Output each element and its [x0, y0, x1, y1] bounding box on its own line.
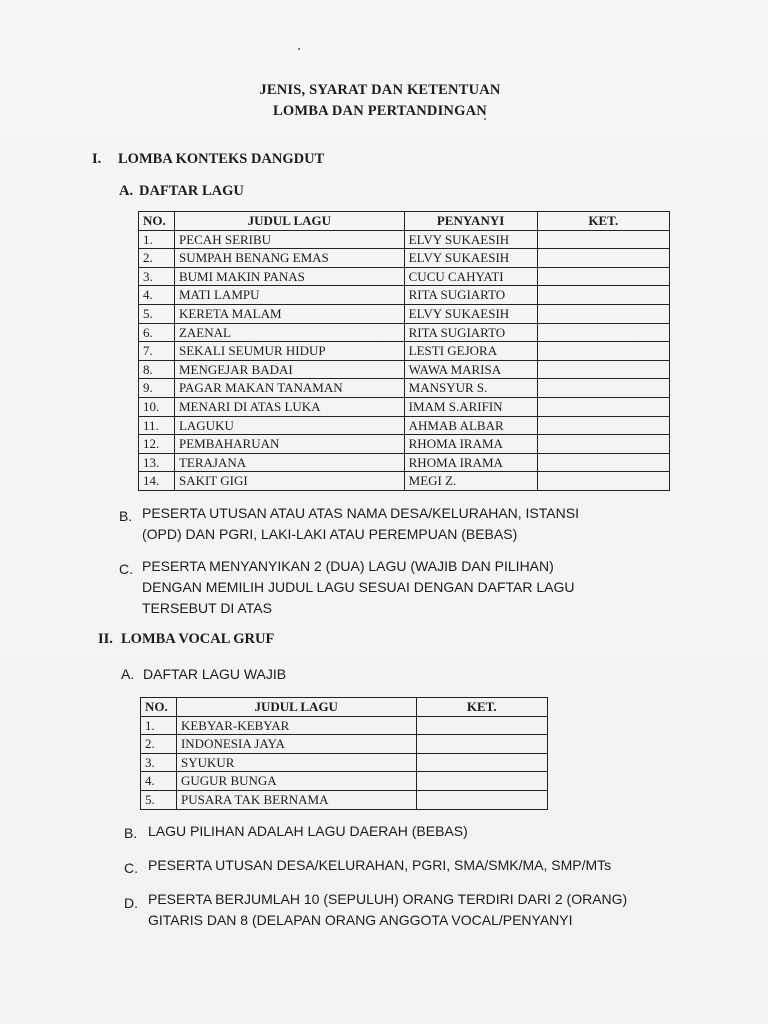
remark-cell: [537, 416, 670, 435]
table-row: [139, 304, 670, 323]
remark-cell: [416, 772, 548, 791]
section-1-numeral: I.: [92, 151, 102, 167]
song-title-cell: MENGEJAR BADAI: [174, 360, 404, 379]
section-2-d-line-1: PESERTA BERJUMLAH 10 (SEPULUH) ORANG TERDIRI DARI 2 (ORANG): [148, 891, 628, 907]
table-row: [139, 230, 670, 249]
row-number-cell: 11.: [139, 416, 175, 435]
song-title-cell: TERAJANA: [174, 453, 404, 472]
remark-cell: [537, 286, 670, 305]
row-number-cell: 2.: [139, 249, 175, 268]
table-row: [139, 323, 670, 342]
remark-cell: [416, 735, 548, 754]
section-1-b-label: B.: [119, 508, 133, 524]
singer-cell: RITA SUGIARTO: [404, 286, 537, 305]
song-title-cell: SEKALI SEUMUR HIDUP: [174, 342, 404, 361]
row-number-cell: 1.: [141, 716, 177, 735]
section-1-b-line-1: PESERTA UTUSAN ATAU ATAS NAMA DESA/KELURAHAN, ISTANSI: [142, 505, 579, 521]
remark-cell: [537, 323, 670, 342]
song-title-cell: SUMPAH BENANG EMAS: [174, 249, 404, 268]
vocal-song-table: [140, 697, 548, 810]
row-number-cell: 1.: [139, 230, 175, 249]
singer-cell: IMAM S.ARIFIN: [404, 397, 537, 416]
song-title-cell: KERETA MALAM: [174, 304, 404, 323]
row-number-cell: 7.: [139, 342, 175, 361]
remark-cell: [537, 472, 670, 491]
remark-cell: [537, 379, 670, 398]
section-2-d-line-2: GITARIS DAN 8 (DELAPAN ORANG ANGGOTA VOCAL/PENYANYI: [148, 912, 573, 928]
song-title-cell: GUGUR BUNGA: [176, 772, 416, 791]
row-number-cell: 4.: [139, 286, 175, 305]
remark-cell: [537, 342, 670, 361]
section-1-c-line-3: TERSEBUT DI ATAS: [142, 600, 272, 616]
header-ket: KET.: [537, 212, 670, 231]
singer-cell: ELVY SUKAESIH: [404, 249, 537, 268]
song-title-cell: PUSARA TAK BERNAMA: [176, 790, 416, 809]
singer-cell: AHMAB ALBAR: [404, 416, 537, 435]
song-title-cell: PAGAR MAKAN TANAMAN: [174, 379, 404, 398]
singer-cell: LESTI GEJORA: [404, 342, 537, 361]
section-1-c-text: [142, 556, 575, 619]
section-2-b-text: LAGU PILIHAN ADALAH LAGU DAERAH (BEBAS): [148, 823, 468, 839]
singer-cell: CUCU CAHYATI: [404, 267, 537, 286]
row-number-cell: 8.: [139, 360, 175, 379]
table-row: [141, 716, 548, 735]
table-row: [139, 267, 670, 286]
singer-cell: ELVY SUKAESIH: [404, 304, 537, 323]
section-2-d-text: [148, 889, 627, 931]
singer-cell: WAWA MARISA: [404, 360, 537, 379]
song-title-cell: INDONESIA JAYA: [176, 735, 416, 754]
row-number-cell: 5.: [139, 304, 175, 323]
row-number-cell: 14.: [139, 472, 175, 491]
section-1-heading: LOMBA KONTEKS DANGDUT: [118, 151, 325, 167]
header-no: NO.: [141, 698, 177, 717]
section-1-b-text: [142, 503, 579, 545]
singer-cell: RITA SUGIARTO: [404, 323, 537, 342]
document-title-line-2: LOMBA DAN PERTANDINGAN: [273, 103, 487, 119]
row-number-cell: 13.: [139, 453, 175, 472]
singer-cell: MEGI Z.: [404, 472, 537, 491]
section-1-sub-a-heading: DAFTAR LAGU: [139, 183, 244, 199]
song-title-cell: SYUKUR: [176, 753, 416, 772]
section-2-d-label: D.: [124, 895, 138, 911]
dangdut-song-table: [138, 211, 670, 491]
table-row: [141, 753, 548, 772]
section-1-c-label: C.: [119, 561, 133, 577]
remark-cell: [416, 753, 548, 772]
remark-cell: [537, 230, 670, 249]
remark-cell: [416, 790, 548, 809]
table-row: [139, 397, 670, 416]
row-number-cell: 3.: [141, 753, 177, 772]
table-row: [139, 379, 670, 398]
song-title-cell: PECAH SERIBU: [174, 230, 404, 249]
song-title-cell: PEMBAHARUAN: [174, 435, 404, 454]
table-row: [139, 286, 670, 305]
singer-cell: MANSYUR S.: [404, 379, 537, 398]
table-row: [141, 772, 548, 791]
table-row: [141, 735, 548, 754]
remark-cell: [537, 267, 670, 286]
table-row: [139, 435, 670, 454]
document-title-line-1: JENIS, SYARAT DAN KETENTUAN: [259, 82, 501, 98]
remark-cell: [537, 453, 670, 472]
section-2-a-heading: DAFTAR LAGU WAJIB: [143, 666, 287, 682]
header-judul-lagu: JUDUL LAGU: [174, 212, 404, 231]
section-1-b-line-2: (OPD) DAN PGRI, LAKI-LAKI ATAU PEREMPUAN (BEBAS): [142, 526, 518, 542]
section-1-c-line-2: DENGAN MEMILIH JUDUL LAGU SESUAI DENGAN DAFTAR LAGU: [142, 579, 575, 595]
row-number-cell: 2.: [141, 735, 177, 754]
singer-cell: ELVY SUKAESIH: [404, 230, 537, 249]
remark-cell: [537, 435, 670, 454]
section-2-a-label: A.: [121, 666, 135, 682]
section-2-heading: LOMBA VOCAL GRUF: [121, 631, 275, 647]
song-title-cell: BUMI MAKIN PANAS: [174, 267, 404, 286]
header-ket: KET.: [416, 698, 548, 717]
table-row: [139, 360, 670, 379]
remark-cell: [537, 397, 670, 416]
song-title-cell: LAGUKU: [174, 416, 404, 435]
table-header-row: [139, 212, 670, 231]
remark-cell: [537, 304, 670, 323]
table-row: [139, 342, 670, 361]
section-2-numeral: II.: [98, 631, 113, 647]
singer-cell: RHOMA IRAMA: [404, 453, 537, 472]
section-2-c-text: PESERTA UTUSAN DESA/KELURAHAN, PGRI, SMA/SMK/MA, SMP/MTs: [148, 857, 612, 873]
remark-cell: [416, 716, 548, 735]
section-2-b-label: B.: [124, 825, 138, 841]
remark-cell: [537, 249, 670, 268]
remark-cell: [537, 360, 670, 379]
table-row: [139, 249, 670, 268]
section-2-c-label: C.: [124, 860, 138, 876]
song-title-cell: ZAENAL: [174, 323, 404, 342]
row-number-cell: 3.: [139, 267, 175, 286]
row-number-cell: 4.: [141, 772, 177, 791]
row-number-cell: 10.: [139, 397, 175, 416]
row-number-cell: 5.: [141, 790, 177, 809]
row-number-cell: 9.: [139, 379, 175, 398]
song-title-cell: KEBYAR-KEBYAR: [176, 716, 416, 735]
header-judul-lagu: JUDUL LAGU: [176, 698, 416, 717]
row-number-cell: 12.: [139, 435, 175, 454]
header-no: NO.: [139, 212, 175, 231]
section-1-c-line-1: PESERTA MENYANYIKAN 2 (DUA) LAGU (WAJIB DAN PILIHAN): [142, 558, 554, 574]
table-row: [139, 472, 670, 491]
table-header-row: [141, 698, 548, 717]
table-row: [139, 453, 670, 472]
singer-cell: RHOMA IRAMA: [404, 435, 537, 454]
song-title-cell: MATI LAMPU: [174, 286, 404, 305]
table-row: [141, 790, 548, 809]
row-number-cell: 6.: [139, 323, 175, 342]
section-1-sub-a-label: A.: [119, 183, 134, 199]
table-row: [139, 416, 670, 435]
song-title-cell: MENARI DI ATAS LUKA: [174, 397, 404, 416]
paper-speck: [298, 48, 300, 50]
header-penyanyi: PENYANYI: [404, 212, 537, 231]
song-title-cell: SAKIT GIGI: [174, 472, 404, 491]
